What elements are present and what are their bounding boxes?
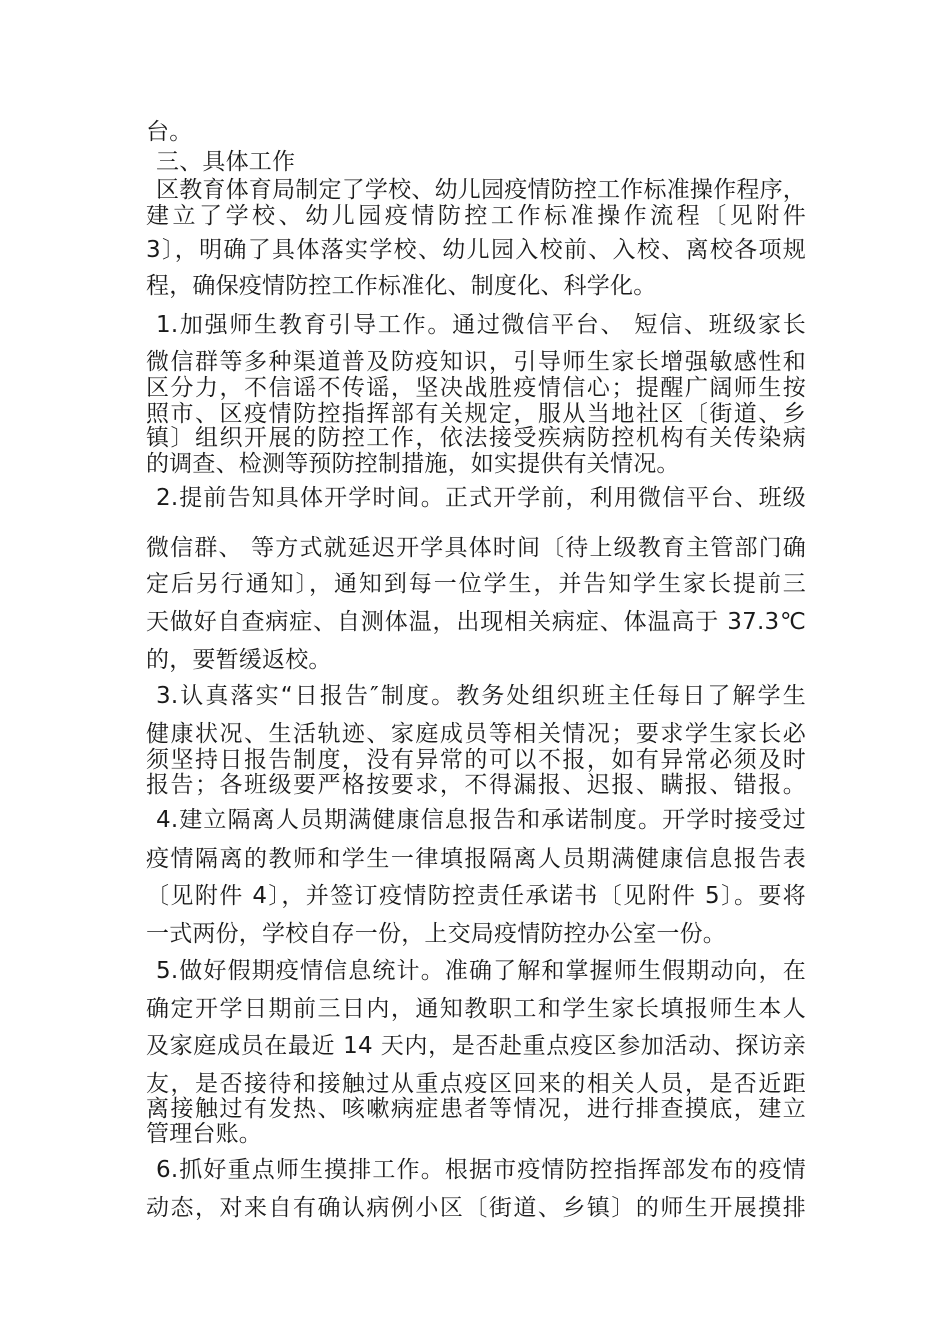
text-line: 3〕，明确了具体落实学校、幼儿园入校前、入校、离校各项规 [146, 237, 806, 263]
item-1-heading: 1.加强师生教育引导工作。通过微信平台、 短信、班级家长 [156, 312, 806, 338]
item-3-heading: 3.认真落实“日报告″制度。教务处组织班主任每日了解学生 [156, 683, 806, 709]
text-line: 友，是否接待和接触过从重点疫区回来的相关人员，是否近距 [146, 1071, 806, 1097]
text-line: 微信群、 等方式就延迟开学具体时间〔待上级教育主管部门确 [146, 535, 806, 561]
text-line: 管理台账。 [146, 1121, 262, 1147]
item-6-heading: 6.抓好重点师生摸排工作。根据市疫情防控指挥部发布的疫情 [156, 1157, 806, 1183]
text-line: 确定开学日期前三日内，通知教职工和学生家长填报师生本人 [146, 996, 806, 1022]
text-line: 微信群等多种渠道普及防疫知识，引导师生家长增强敏感性和 [146, 349, 806, 375]
text-line: 离接触过有发热、咳嗽病症患者等情况，进行排查摸底，建立 [146, 1096, 806, 1122]
text-line: 程，确保疫情防控工作标准化、制度化、科学化。 [146, 273, 657, 299]
text-line: 台。 [146, 119, 193, 145]
text-line: 建立了学校、幼儿园疫情防控工作标准操作流程〔见附件 [146, 203, 806, 229]
text-line: 须坚持日报告制度，没有异常的可以不报，如有异常必须及时 [146, 747, 806, 773]
text-line: 〔见附件 4〕，并签订疫情防控责任承诺书〔见附件 5〕。要将 [146, 883, 806, 909]
text-line: 区教育体育局制定了学校、幼儿园疫情防控工作标准操作程序， [156, 177, 806, 203]
item-2-heading: 2.提前告知具体开学时间。正式开学前，利用微信平台、班级 [156, 485, 806, 511]
text-line: 的调查、检测等预防控制措施，如实提供有关情况。 [146, 451, 680, 477]
text-line: 区分力，不信谣不传谣，坚决战胜疫情信心；提醒广阔师生按 [146, 375, 806, 401]
text-line: 镇〕组织开展的防控工作，依法接受疾病防控机构有关传染病 [146, 425, 806, 451]
item-5-heading: 5.做好假期疫情信息统计。准确了解和掌握师生假期动向，在 [156, 958, 806, 984]
text-line: 一式两份，学校自存一份，上交局疫情防控办公室一份。 [146, 921, 726, 947]
text-line: 天做好自查病症、自测体温，出现相关病症、体温高于 37.3℃ [146, 609, 806, 635]
item-4-heading: 4.建立隔离人员期满健康信息报告和承诺制度。开学时接受过 [156, 807, 806, 833]
text-line: 照市、区疫情防控指挥部有关规定，服从当地社区〔街道、乡 [146, 401, 806, 427]
text-line: 报告；各班级要严格按要求，不得漏报、迟报、瞒报、错报。 [146, 772, 806, 798]
text-line: 健康状况、生活轨迹、家庭成员等相关情况；要求学生家长必 [146, 721, 806, 747]
text-line: 的，要暂缓返校。 [146, 647, 332, 673]
text-line: 疫情隔离的教师和学生一律填报隔离人员期满健康信息报告表 [146, 846, 806, 872]
text-line: 动态，对来自有确认病例小区〔街道、乡镇〕的师生开展摸排 [146, 1195, 806, 1221]
text-line: 及家庭成员在最近 14 天内，是否赴重点疫区参加活动、探访亲 [146, 1033, 806, 1059]
section-heading: 三、具体工作 [156, 149, 296, 175]
text-line: 定后另行通知〕，通知到每一位学生，并告知学生家长提前三 [146, 571, 806, 597]
